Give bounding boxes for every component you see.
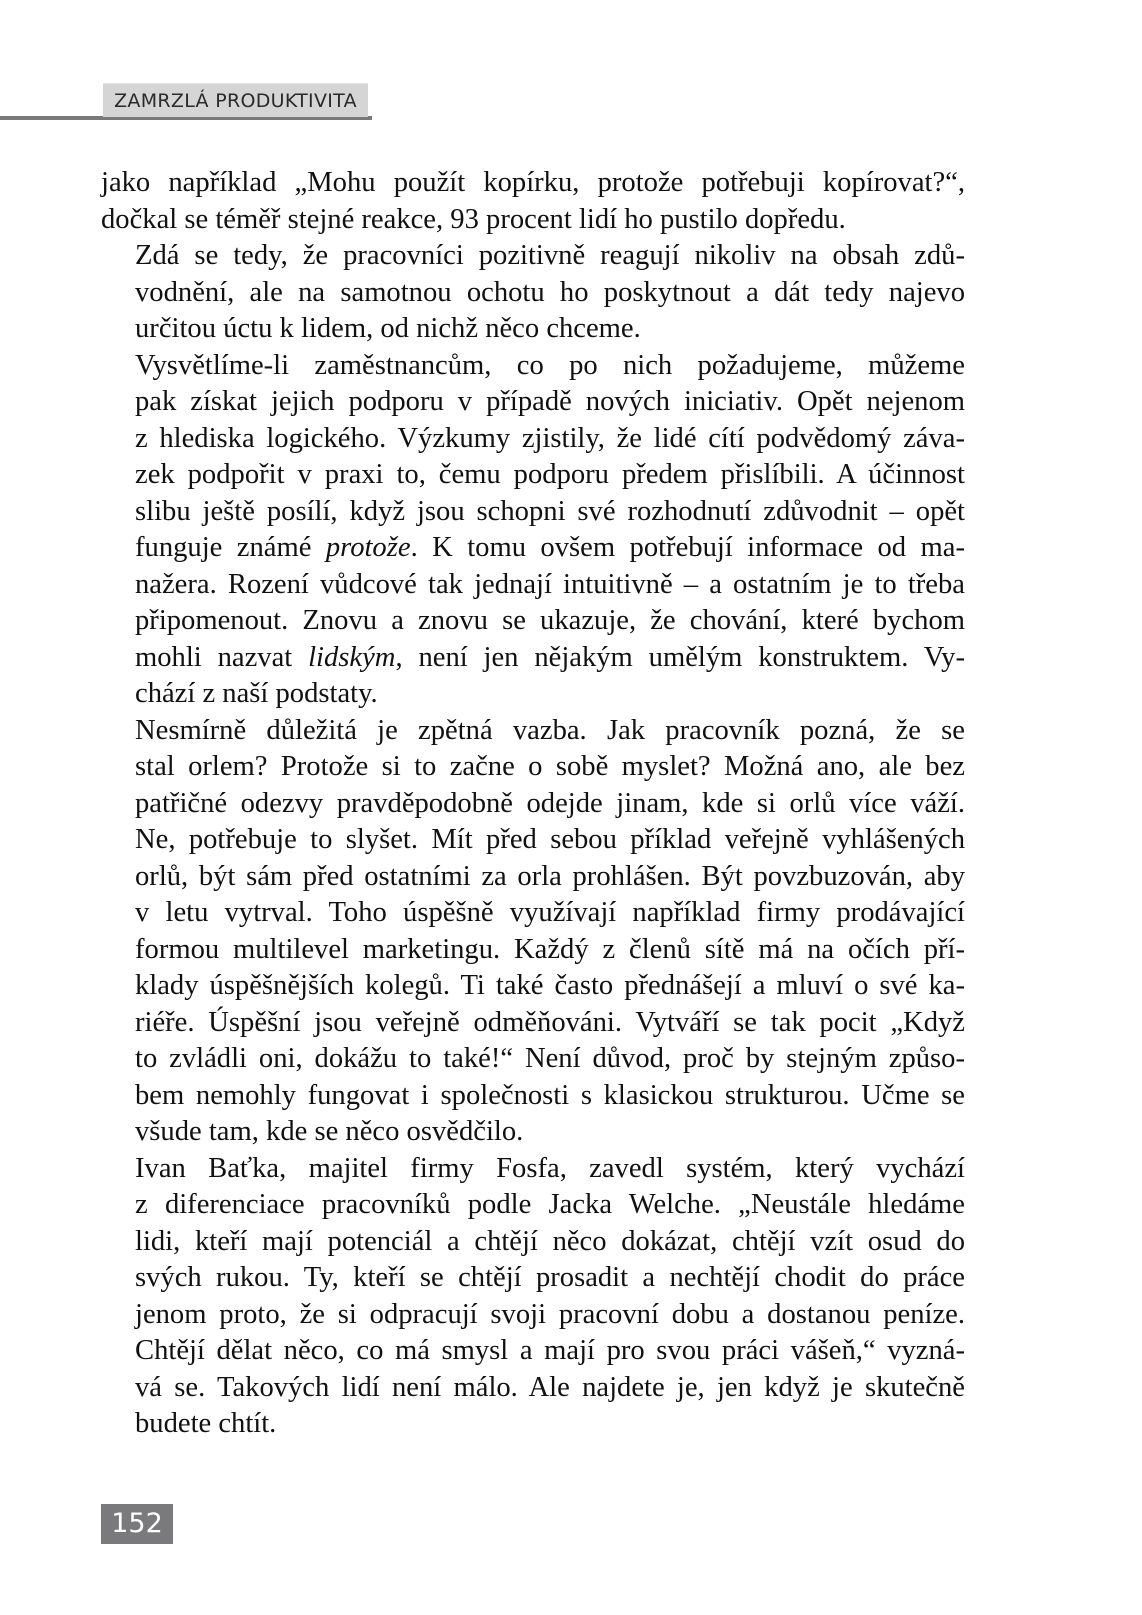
text-line: v letu vytrval. Toho úspěšně využívají například firmy prodávající: [135, 897, 965, 928]
text-line: Nesmírně důležitá je zpětná vazba. Jak pracovník pozná, že se: [135, 714, 965, 746]
text-line: jako například „Mohu použít kopírku, protože potřebuji kopírovat?“,: [101, 167, 965, 198]
text-line: nažera. Rození vůdcové tak jednají intuitivně – a ostatním je to třeba: [135, 568, 965, 600]
text-line: to zvládli oni, dokážu to také!“ Není důvod, proč by stejným způso-: [135, 1043, 965, 1074]
text-line: určitou úctu k lidem, od nichž něco chceme.: [135, 313, 641, 344]
text-line: funguje známé protože. K tomu ovšem potřebují informace od ma-: [135, 532, 965, 563]
text-line: stal orlem? Protože si to začne o sobě myslet? Možná ano, ale bez: [135, 751, 965, 782]
text-line: zek podpořit v praxi to, čemu podporu předem přislíbili. A účinnost: [135, 459, 965, 490]
text-line: lidi, kteří mají potenciál a chtějí něco dokázat, chtějí vzít osud do: [135, 1225, 965, 1257]
text-line: Chtějí dělat něco, co má smysl a mají pro svou práci vášeň,“ vyzná-: [135, 1335, 965, 1366]
text-line: Vysvětlíme-li zaměstnancům, co po nich požadujeme, můžeme: [135, 349, 965, 381]
text-line: dočkal se téměř stejné reakce, 93 procent lidí ho pustilo dopředu.: [101, 203, 846, 235]
running-head: ZAMRZLÁ PRODUKTIVITA: [103, 83, 368, 117]
page-number: 152: [101, 1504, 173, 1544]
text-line: klady úspěšnějších kolegů. Ti také často přednášejí a mluví o své ka-: [135, 970, 965, 1001]
paragraph: [101, 165, 965, 238]
paragraph: [101, 1151, 965, 1443]
text-line: Zdá se tedy, že pracovníci pozitivně reagují nikoliv na obsah zdů-: [135, 240, 965, 271]
text-line: z diferenciace pracovníků podle Jacka Welche. „Neustále hledáme: [135, 1189, 965, 1220]
text-line: připomenout. Znovu a znovu se ukazuje, že chování, které bychom: [135, 605, 965, 636]
text-line: chází z naší podstaty.: [135, 678, 378, 709]
text-line: slibu ještě posílí, když jsou schopni své rozhodnutí zdůvodnit – opět: [135, 495, 965, 527]
paragraph: [101, 713, 965, 1151]
text-line: riéře. Úspěšní jsou veřejně odměňováni. Vytváří se tak pocit „Když: [135, 1006, 965, 1038]
text-line: Ne, potřebuje to slyšet. Mít před sebou příklad veřejně vyhlášených: [135, 824, 965, 855]
paragraph: [101, 238, 965, 348]
text-line: Ivan Baťka, majitel firmy Fosfa, zavedl systém, který vychází: [135, 1152, 965, 1184]
text-line: jenom proto, že si odpracují svoji pracovní dobu a dostanou peníze.: [135, 1298, 965, 1330]
emphasis: lidským: [308, 641, 396, 673]
text-line: formou multilevel marketingu. Každý z členů sítě má na očích pří-: [135, 933, 965, 965]
emphasis: protože: [325, 532, 411, 563]
body-text: [101, 165, 965, 1443]
paragraph: [101, 348, 965, 713]
text-line: patřičné odezvy pravděpodobně odejde jinam, kde si orlů více váží.: [135, 787, 965, 819]
text-line: orlů, být sám před ostatními za orla prohlášen. Být povzbuzován, aby: [135, 860, 965, 892]
text-line: mohli nazvat lidským, není jen nějakým umělým konstruktem. Vy-: [135, 641, 965, 673]
text-line: všude tam, kde se něco osvědčilo.: [135, 1116, 524, 1147]
text-line: z hlediska logického. Výzkumy zjistily, že lidé cítí podvědomý záva-: [135, 422, 965, 454]
text-line: vodnění, ale na samotnou ochotu ho poskytnout a dát tedy najevo: [135, 276, 965, 308]
text-line: svých rukou. Ty, kteří se chtějí prosadit a nechtějí chodit do práce: [135, 1262, 965, 1293]
text-line: vá se. Takových lidí není málo. Ale najdete je, jen když je skutečně: [135, 1371, 965, 1403]
text-line: budete chtít.: [135, 1408, 277, 1439]
text-line: pak získat jejich podporu v případě nových iniciativ. Opět nejenom: [135, 386, 965, 417]
text-line: bem nemohly fungovat i společnosti s klasickou strukturou. Učme se: [135, 1079, 965, 1111]
